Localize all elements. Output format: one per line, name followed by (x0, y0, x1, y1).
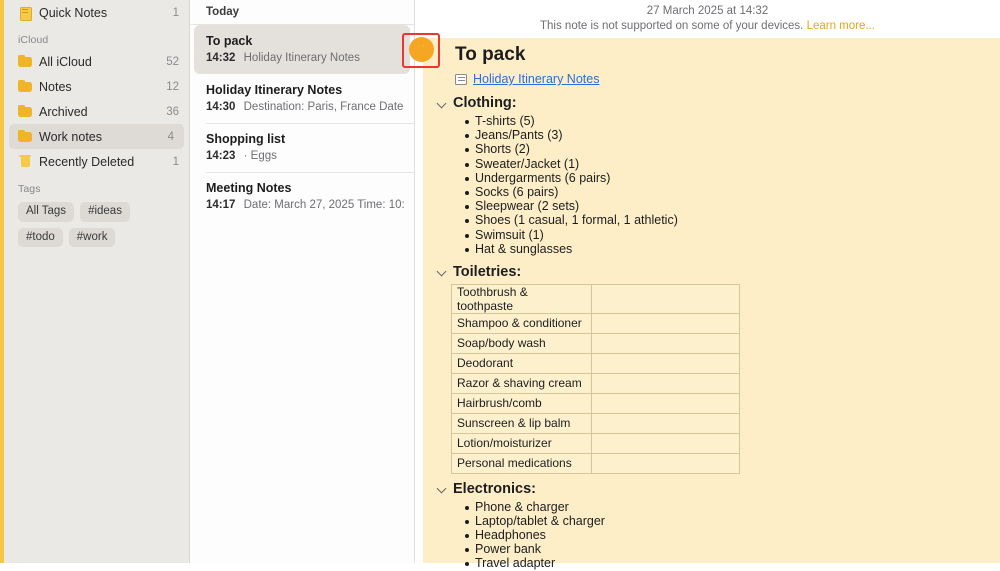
note-content-area[interactable] (423, 38, 1000, 571)
table-cell[interactable] (592, 413, 740, 433)
section-heading-label: Clothing: (453, 95, 517, 111)
note-list-item-time: 14:30 (206, 101, 236, 113)
folder-icon (18, 55, 32, 68)
note-list-item-snippet: Destination: Paris, France Date (243, 101, 404, 113)
list-item: Sleepwear (2 sets) (463, 200, 990, 214)
table-row[interactable] (452, 313, 740, 333)
trash-icon (18, 155, 32, 168)
sidebar-item-label: Recently Deleted (39, 154, 135, 169)
folder-icon (18, 80, 32, 93)
sidebar-section-tags-title: Tags (18, 183, 41, 195)
section-heading-label: Toiletries: (453, 263, 522, 280)
section-heading-electronics[interactable] (437, 481, 990, 497)
note-list-item-snippet: Date: March 27, 2025 Time: 10: (243, 199, 405, 211)
sidebar-item-label: Notes (39, 79, 72, 94)
tag-chip-ideas[interactable]: #ideas (80, 202, 130, 222)
table-cell[interactable]: Sunscreen & lip balm (452, 413, 592, 433)
note-icon (18, 6, 32, 19)
note-list-item-time: 14:32 (206, 52, 236, 64)
folder-icon (18, 130, 32, 143)
table-cell[interactable] (592, 333, 740, 353)
section-heading-toiletries[interactable] (437, 264, 990, 280)
table-cell[interactable]: Razor & shaving cream (452, 373, 592, 393)
tag-chip-todo[interactable]: #todo (18, 228, 63, 248)
sidebar-item-label: Archived (39, 104, 88, 119)
note-list-item-meta (206, 101, 404, 113)
section-heading-label: Electronics: (453, 480, 536, 497)
table-cell[interactable] (592, 433, 740, 453)
note-list-item-title: Meeting Notes (206, 181, 292, 195)
list-item: Sweater/Jacket (1) (463, 158, 990, 172)
list-item[interactable] (190, 172, 414, 221)
list-item: Swimsuit (1) (463, 229, 990, 243)
sidebar-item-quick-notes[interactable] (4, 0, 189, 25)
chevron-down-icon[interactable] (437, 98, 447, 108)
sidebar-item-count: 1 (172, 6, 179, 19)
list-item: Jeans/Pants (3) (463, 129, 990, 143)
list-item: Laptop/tablet & charger (463, 515, 990, 529)
page-title: To pack (455, 44, 526, 65)
learn-more-link[interactable]: Learn more... (806, 20, 875, 32)
table-row[interactable] (452, 413, 740, 433)
note-list-item-title: Holiday Itinerary Notes (206, 83, 343, 97)
table-row[interactable] (452, 393, 740, 413)
sidebar-item-label: All iCloud (39, 54, 92, 69)
list-item: Phone & charger (463, 501, 990, 515)
tag-chip-all-tags[interactable]: All Tags (18, 202, 74, 222)
chevron-down-icon[interactable] (437, 267, 447, 277)
sidebar-item-label: Work notes (39, 129, 102, 144)
sidebar-item-label: Quick Notes (39, 5, 108, 20)
table-cell[interactable]: Toothbrush & toothpaste (452, 284, 592, 313)
table-row[interactable] (452, 284, 740, 313)
list-item: Socks (6 pairs) (463, 186, 990, 200)
note-list-section-header: Today (190, 0, 414, 25)
list-item: Undergarments (6 pairs) (463, 172, 990, 186)
table-cell[interactable] (592, 373, 740, 393)
list-item[interactable] (190, 74, 414, 123)
folder-icon (18, 105, 32, 118)
sidebar-item-count: 12 (166, 80, 179, 93)
editor-topbar (415, 0, 1000, 31)
sidebar-item-count: 4 (167, 130, 174, 143)
sidebar-item-all-icloud[interactable] (4, 49, 189, 74)
table-cell[interactable]: Deodorant (452, 353, 592, 373)
table-cell[interactable]: Lotion/moisturizer (452, 433, 592, 453)
document-icon (455, 74, 467, 85)
sidebar-item-work-notes[interactable] (9, 124, 184, 149)
list-item: Power bank (463, 543, 990, 557)
tag-list (4, 198, 189, 247)
sidebar-item-recently-deleted[interactable] (4, 149, 189, 174)
linked-note-link[interactable]: Holiday Itinerary Notes (473, 72, 600, 86)
settings-gear-button[interactable] (409, 37, 434, 62)
note-list-item-title: Shopping list (206, 132, 286, 146)
tag-chip-work[interactable]: #work (69, 228, 116, 248)
sidebar-item-count: 36 (166, 105, 179, 118)
compatibility-notice (540, 20, 875, 32)
note-list-item-snippet: · Eggs (243, 150, 277, 162)
note-list-column (190, 0, 415, 563)
clothing-list (437, 115, 990, 257)
table-row[interactable] (452, 453, 740, 473)
table-cell[interactable] (592, 313, 740, 333)
list-item[interactable] (190, 123, 414, 172)
list-item: Hat & sunglasses (463, 243, 990, 257)
sidebar-item-count: 52 (166, 55, 179, 68)
sidebar-item-archived[interactable] (4, 99, 189, 124)
table-cell[interactable]: Hairbrush/comb (452, 393, 592, 413)
table-cell[interactable]: Soap/body wash (452, 333, 592, 353)
sidebar-item-count: 1 (172, 155, 179, 168)
table-row[interactable] (452, 353, 740, 373)
note-editor (415, 0, 1000, 571)
sidebar (4, 0, 190, 563)
chevron-down-icon[interactable] (437, 484, 447, 494)
note-timestamp: 27 March 2025 at 14:32 (646, 5, 769, 17)
table-row[interactable] (452, 333, 740, 353)
list-item: Headphones (463, 529, 990, 543)
section-heading-clothing[interactable] (437, 95, 990, 111)
compatibility-notice-text: This note is not supported on some of your devices. (540, 20, 804, 32)
sidebar-section-icloud-title: iCloud (18, 34, 49, 46)
electronics-list (437, 501, 990, 571)
note-list-item-title: To pack (206, 34, 253, 48)
table-row[interactable] (452, 373, 740, 393)
note-list-item-meta (206, 52, 396, 64)
list-item: Travel adapter (463, 557, 990, 571)
table-cell[interactable] (592, 393, 740, 413)
note-list-item-time: 14:17 (206, 199, 236, 211)
toiletries-table[interactable] (451, 284, 740, 474)
table-cell[interactable]: Shampoo & conditioner (452, 313, 592, 333)
note-list-item-meta (206, 199, 405, 211)
note-list-item-snippet: Holiday Itinerary Notes (243, 52, 360, 64)
table-row[interactable] (452, 433, 740, 453)
linked-note-row[interactable] (437, 72, 990, 86)
table-cell[interactable] (592, 353, 740, 373)
sidebar-item-notes[interactable] (4, 74, 189, 99)
note-list-item-meta (206, 150, 400, 162)
table-cell[interactable] (592, 284, 740, 313)
list-item: Shorts (2) (463, 143, 990, 157)
table-cell[interactable]: Personal medications (452, 453, 592, 473)
note-list-item-time: 14:23 (206, 150, 236, 162)
table-cell[interactable] (592, 453, 740, 473)
list-item: Shoes (1 casual, 1 formal, 1 athletic) (463, 214, 990, 228)
list-item[interactable] (194, 25, 410, 74)
list-item: T-shirts (5) (463, 115, 990, 129)
